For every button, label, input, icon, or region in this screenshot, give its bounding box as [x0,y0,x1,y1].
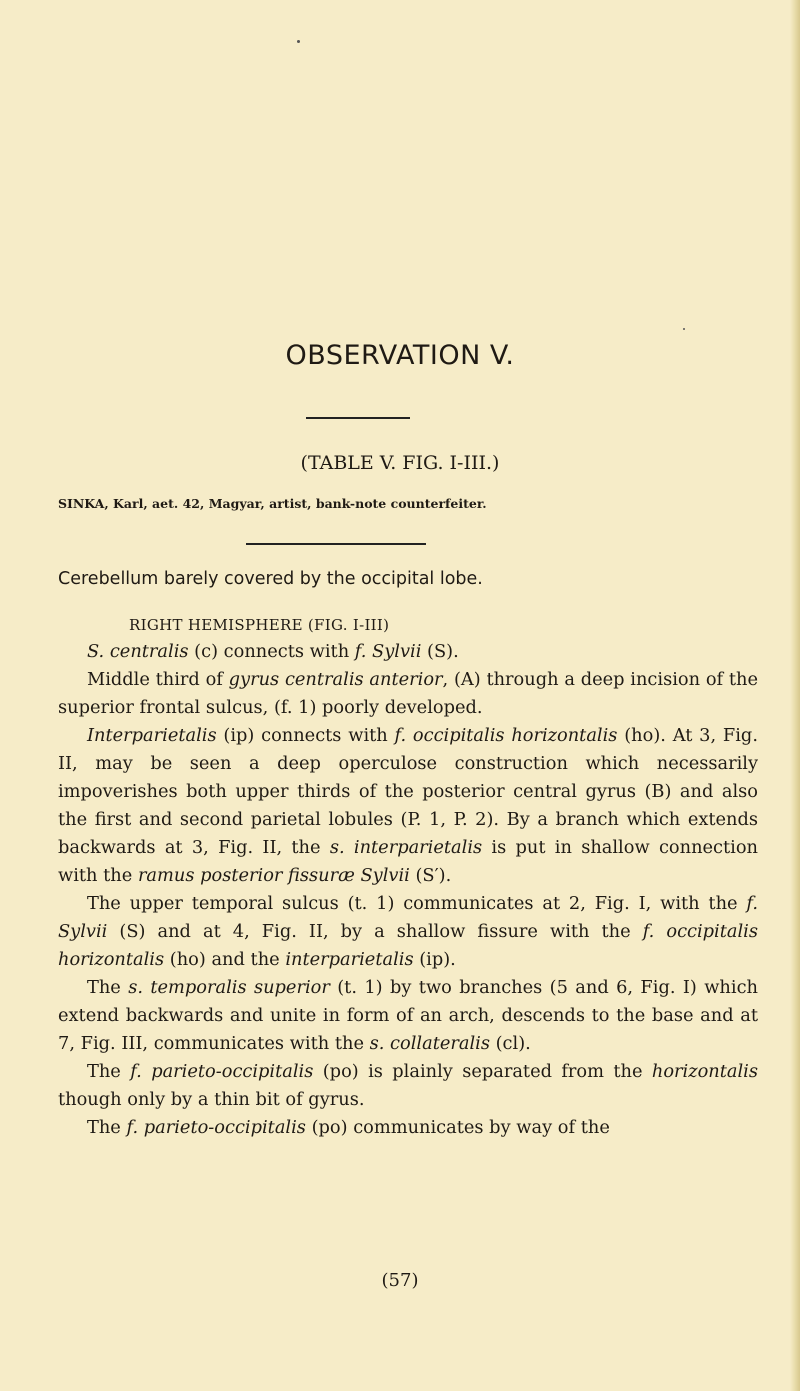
paragraph: The f. parieto-occipitalis (po) is plainly separated from the horizontalis though only by a thin bit of gyrus. [58,1061,758,1110]
page-edge [790,0,800,1391]
top-rule [306,417,410,419]
paragraph: Middle third of gyrus centralis anterior, (A) through a deep incision of the superior frontal sulcus, (f. 1) poorly developed. [58,669,759,718]
paragraph: The s. temporalis superior (t. 1) by two branches (5 and 6, Fig. I) which extend backwards and unite in form of an arch, descends to the base and at 7, Fig. III, communicates with the s. collateralis (cl). [58,977,758,1054]
middle-rule [246,543,426,545]
lead-statement: Cerebellum barely covered by the occipital lobe. [58,569,483,589]
paragraph: The f. parieto-occipitalis (po) communicates by way of the [87,1117,610,1138]
subject-description: SINKA, Karl, aet. 42, Magyar, artist, bank-note counterfeiter. [58,496,487,511]
page-number: (57) [381,1270,419,1291]
ink-speck [683,328,685,330]
page-title: OBSERVATION V. [285,340,515,371]
paragraph: S. centralis (c) connects with f. Sylvii (S). [87,641,459,662]
paragraph: Interparietalis (ip) connects with f. occipitalis horizontalis (ho). At 3, Fig. II, may be seen a deep operculose construction which necessarily impoverishes both upper thirds of the posterior central gyrus (B) and also the first and second parietal lobules (P. 1, P. 2). By a branch which extends backwards at 3, Fig. II, the s. interparietalis is put in shallow connection with the ramus posterior fissuræ Sylvii (S′). [58,725,758,886]
ink-speck [297,40,300,43]
paragraph: The upper temporal sulcus (t. 1) communicates at 2, Fig. I, with the f. Sylvii (S) and at 4, Fig. II, by a shallow fissure with the f. occipitalis horizontalis (ho) and the interparietalis (ip). [58,893,758,970]
table-reference: (TABLE V. FIG. I-III.) [300,452,500,474]
body-text [58,638,758,1142]
section-heading: RIGHT HEMISPHERE (FIG. I-III) [129,616,390,634]
